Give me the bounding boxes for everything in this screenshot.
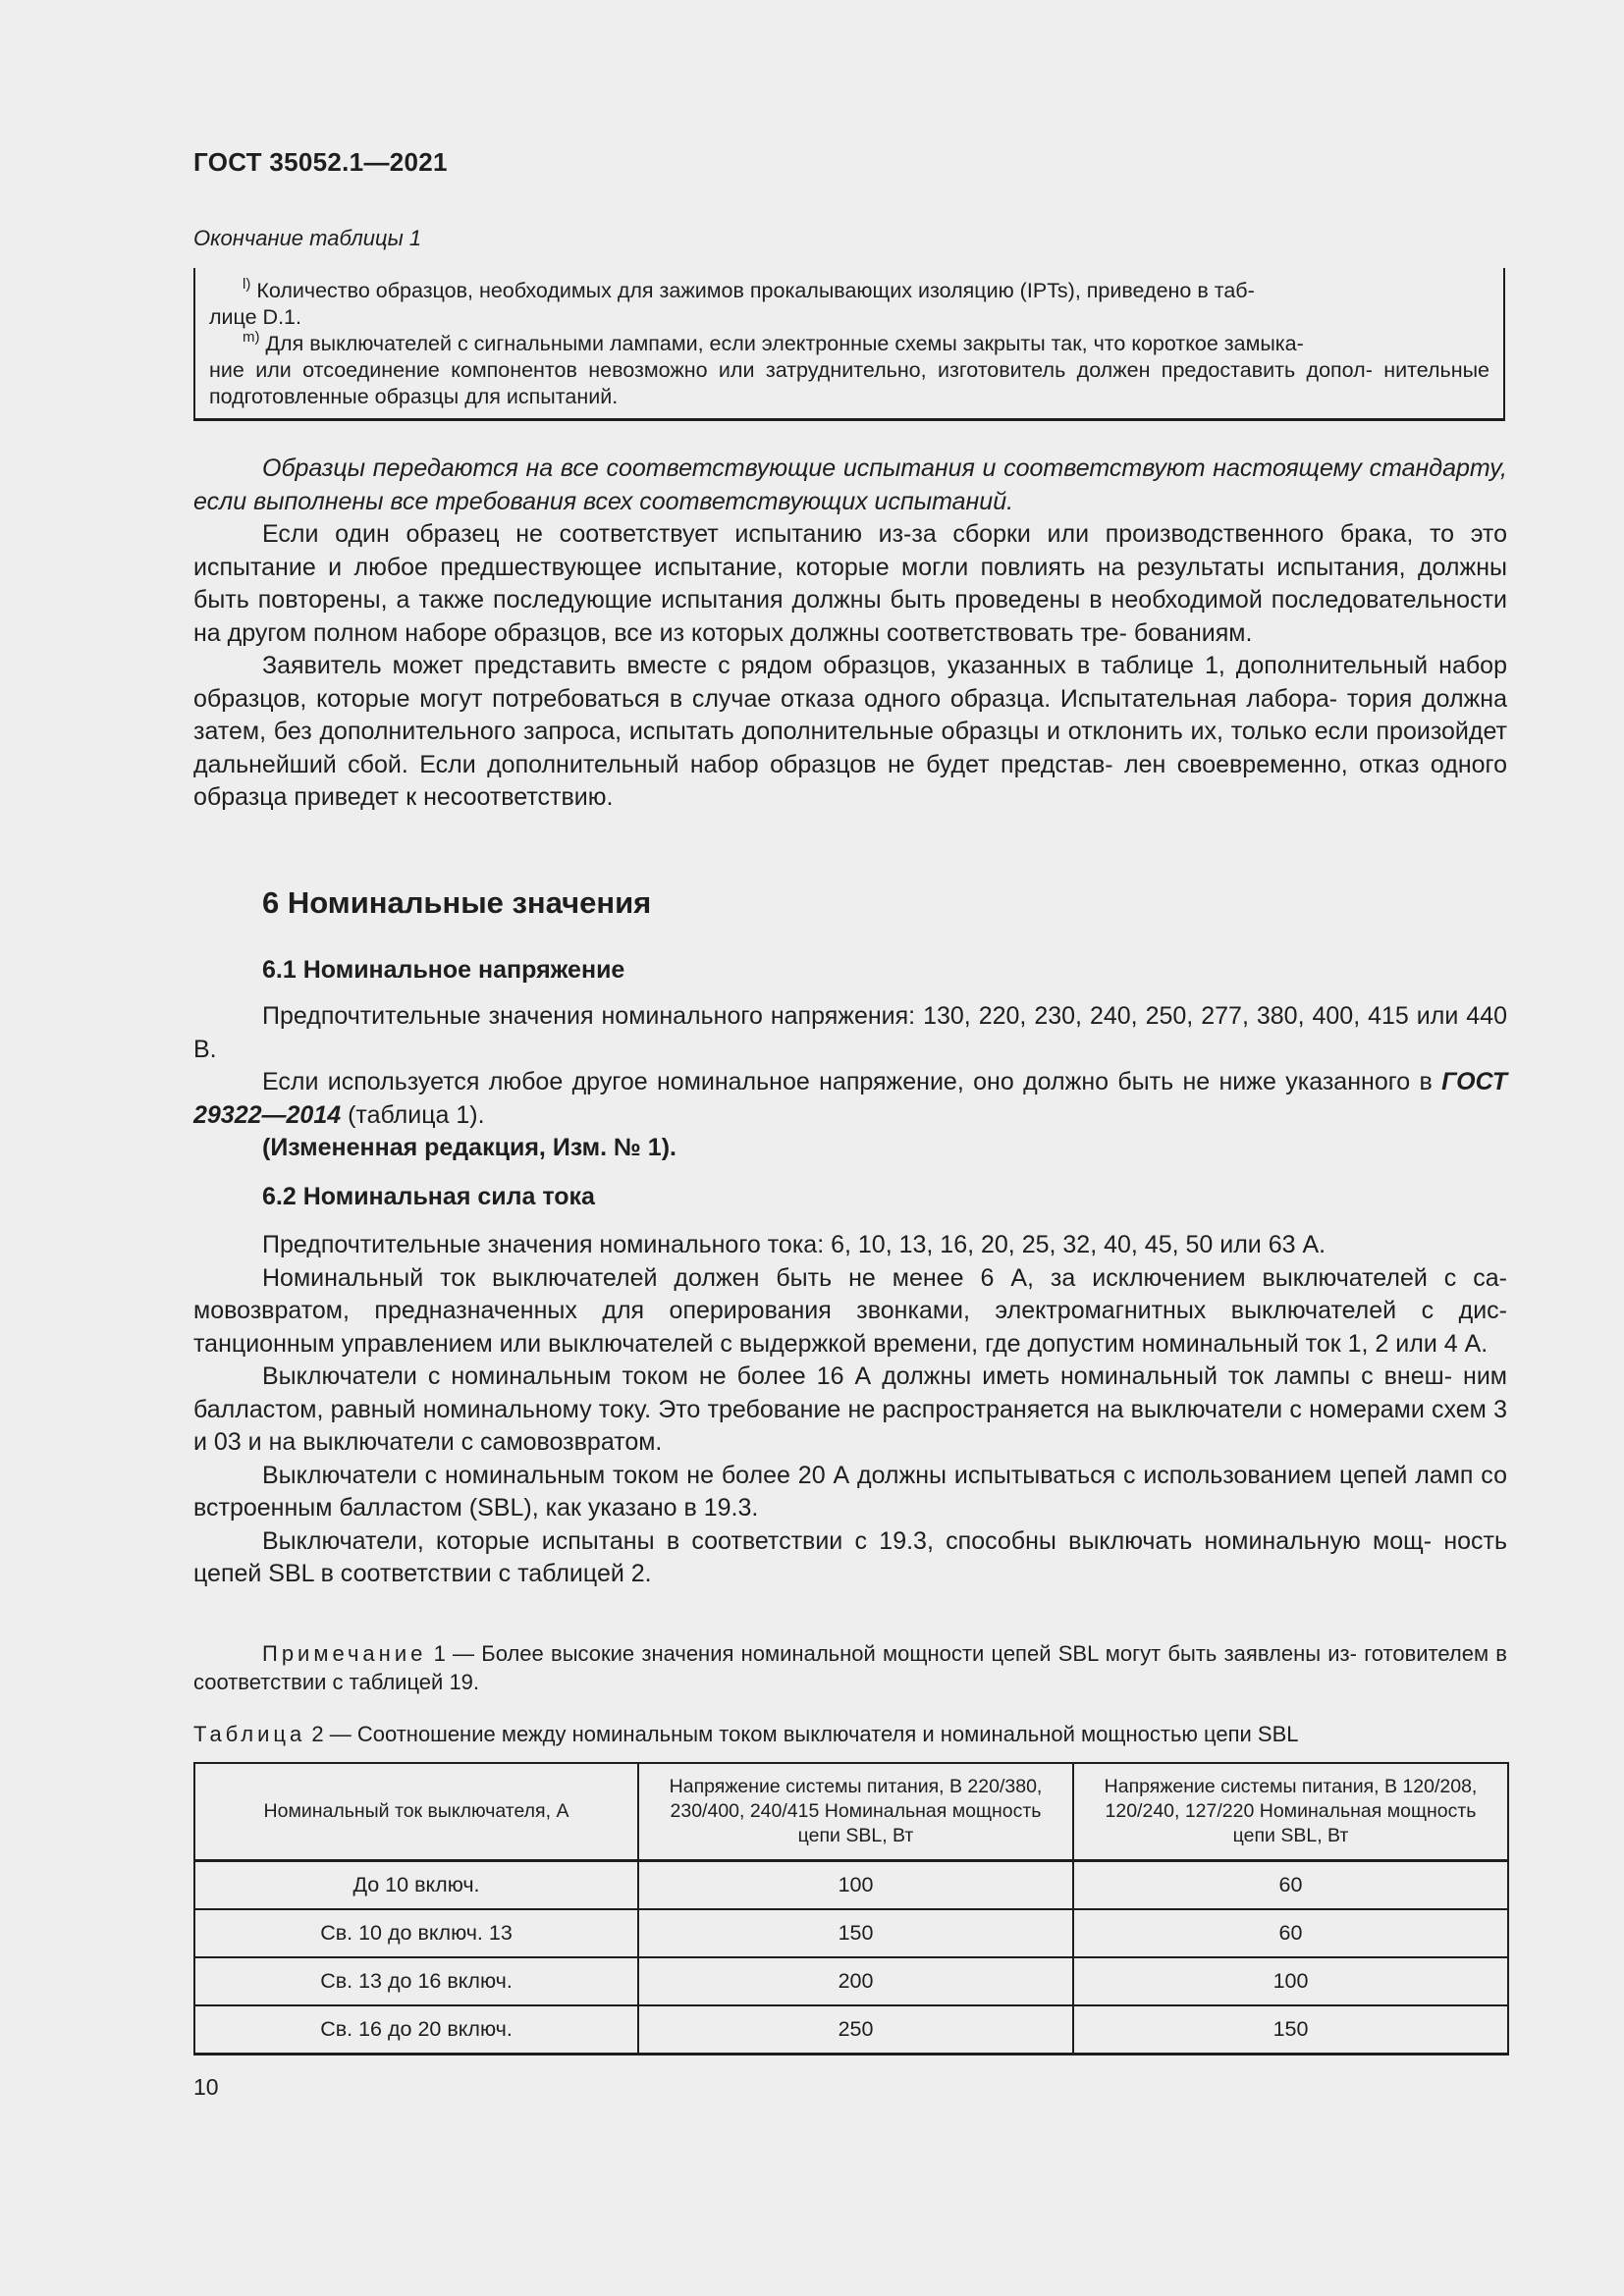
table-cell: 100 <box>638 1861 1073 1910</box>
table-row <box>194 2005 1508 2055</box>
table-cell: 200 <box>638 1957 1073 2005</box>
table-row <box>194 1861 1508 1910</box>
footnote-l <box>243 278 1489 304</box>
table-cell: 100 <box>1073 1957 1508 2005</box>
table-cell: Св. 13 до 16 включ. <box>194 1957 638 2005</box>
subsection-heading: 6.1 Номинальное напряжение <box>262 956 625 984</box>
table-cell: 150 <box>1073 2005 1508 2055</box>
table-title-text: 2 — Соотношение между номинальным током выключателя и номинальной мощностью цепи SBL <box>305 1722 1299 1746</box>
sbl-power-table <box>193 1762 1509 2056</box>
intro-paragraphs <box>193 453 1507 815</box>
footnote-mark: l) <box>243 276 251 293</box>
footnote-text: Количество образцов, необходимых для зажимов прокалывающих изоляцию (IPTs), приведено в таб- <box>256 279 1255 302</box>
table-header-row <box>194 1763 1508 1861</box>
footnote-m <box>243 331 1489 357</box>
subsection-heading: 6.2 Номинальная сила тока <box>262 1183 595 1210</box>
paragraph-text: (таблица 1). <box>341 1100 485 1129</box>
table-row <box>194 1957 1508 2005</box>
table-label: Таблица <box>193 1722 306 1746</box>
paragraph: Номинальный ток выключателей должен быть не менее 6 А, за исключением выключателей с са- мовозвратом, предназначенных для оперирования звонками, электромагнитных выключателей с дис- танционным управлением или выключателей с выдержкой времени, где допустим номинальный ток 1, 2 или 4 А. <box>193 1263 1507 1358</box>
table-cell: Св. 16 до 20 включ. <box>194 2005 638 2055</box>
paragraph <box>193 1066 1507 1132</box>
footnote-text: Для выключателей с сигнальными лампами, если электронные схемы закрыты так, что короткое замыка- <box>265 332 1304 355</box>
table-cell: 60 <box>1073 1909 1508 1957</box>
table-cell: 60 <box>1073 1861 1508 1910</box>
standard-reference-link[interactable]: ГОСТ 29322—2014 <box>193 1068 1507 1129</box>
footnote-m-continuation: ние или отсоединение компонентов невозможно или затруднительно, изготовитель должен предоставить допол- нительные подготовленные образцы для испытаний. <box>209 358 1489 408</box>
document-id-header: ГОСТ 35052.1—2021 <box>193 147 448 177</box>
paragraph: Выключатели, которые испытаны в соответствии с 19.3, способны выключать номинальную мощ- ность цепей SBL в соответствии с таблицей 2. <box>193 1526 1507 1587</box>
paragraph: Выключатели с номинальным током не более 20 А должны испытываться с использованием цепей ламп со встроенным балластом (SBL), как указано в 19.3. <box>193 1461 1507 1522</box>
paragraph: Образцы передаются на все соответствующие испытания и соответствуют настоящему стандарту, если выполнены все требования всех соответствующих испытаний. <box>193 454 1507 515</box>
paragraph-text: Если используется любое другое номинальное напряжение, оно должно быть не ниже указанного в <box>262 1068 1442 1095</box>
table-header-cell: Напряжение системы питания, В 220/380, 230/400, 240/415 Номинальная мощность цепи SBL, Вт <box>638 1763 1073 1861</box>
table-cell: 250 <box>638 2005 1073 2055</box>
table-title <box>193 1722 1299 1747</box>
table-continuation-label: Окончание таблицы 1 <box>193 226 422 250</box>
note-label: Примечание <box>262 1641 427 1666</box>
footnote-l-continuation: лице D.1. <box>209 305 301 329</box>
table-header-cell: Номинальный ток выключателя, А <box>194 1763 638 1861</box>
footnote-mark: m) <box>243 329 260 346</box>
table-header-cell: Напряжение системы питания, В 120/208, 120/240, 127/220 Номинальная мощность цепи SBL, Вт <box>1073 1763 1508 1861</box>
note <box>193 1639 1507 1696</box>
table-cell: 150 <box>638 1909 1073 1957</box>
paragraph: Заявитель может представить вместе с рядом образцов, указанных в таблице 1, дополнительный набор образцов, которые могут потребоваться в случае отказа одного образца. Испытательная лабора- тория должна затем, без дополнительного запроса, испытать дополнительные образцы и отклонить их, только если произойдет дальнейший сбой. Если дополнительный набор образцов не будет представ- лен своевременно, отказ одного образца приведет к несоответствию. <box>193 652 1507 811</box>
paragraph: Предпочтительные значения номинального тока: 6, 10, 13, 16, 20, 25, 32, 40, 45, 50 или 63 А. <box>262 1231 1326 1258</box>
amendment-note: (Измененная редакция, Изм. № 1). <box>262 1134 677 1161</box>
paragraph: Выключатели с номинальным током не более 16 А должны иметь номинальный ток лампы с внеш- ним балластом, равный номинальному току. Это требование не распространяется на выключатели с номерами схем 3 и 03 и на выключатели с самовозвратом. <box>193 1362 1507 1456</box>
table-cell: Св. 10 до включ. 13 <box>194 1909 638 1957</box>
table-row <box>194 1909 1508 1957</box>
table-cell: До 10 включ. <box>194 1861 638 1910</box>
page-number: 10 <box>193 2074 219 2100</box>
paragraph: Предпочтительные значения номинального напряжения: 130, 220, 230, 240, 250, 277, 380, 400, 415 или 440 В. <box>193 1002 1507 1063</box>
note-text: 1 — Более высокие значения номинальной мощности цепей SBL могут быть заявлены из- готовителем в соответствии с таблицей 19. <box>193 1641 1507 1694</box>
footnote-box <box>193 268 1505 421</box>
rated-voltage-paragraphs <box>193 1000 1507 1165</box>
paragraph: Если один образец не соответствует испытанию из-за сборки или производственного брака, то это испытание и любое предшествующее испытание, которые могли повлиять на результаты испытания, должны быть повторены, а также последующие испытания должны быть проведены в необходимой последовательности на другом полном наборе образцов, все из которых должны соответствовать тре- бованиям. <box>193 520 1507 647</box>
rated-current-paragraphs <box>193 1229 1507 1591</box>
section-heading: 6 Номинальные значения <box>262 885 652 920</box>
document-page <box>193 0 1509 2296</box>
